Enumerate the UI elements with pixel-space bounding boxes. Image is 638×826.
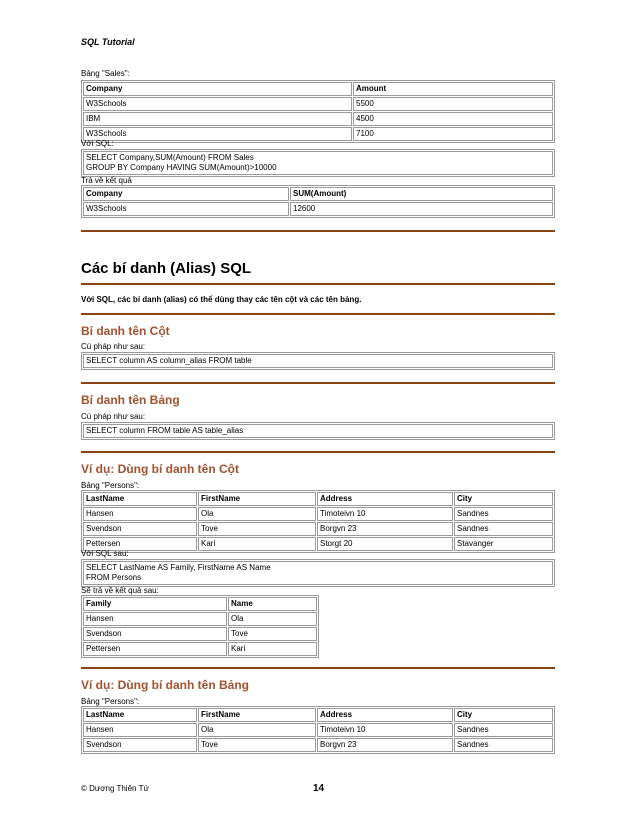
table-cell: Borgvn 23 <box>317 738 453 752</box>
section-divider <box>81 230 555 232</box>
table-row <box>83 627 317 641</box>
table-cell: W3Schools <box>83 97 352 111</box>
table-row <box>83 738 553 752</box>
table-cell: 4500 <box>353 112 553 126</box>
code-box <box>81 422 555 440</box>
column-header: SUM(Amount) <box>290 187 553 201</box>
code-text: SELECT column FROM table AS table_alias <box>83 424 553 438</box>
table-row <box>83 723 553 737</box>
table-cell: Sandnes <box>454 522 553 536</box>
table-row <box>83 507 553 521</box>
column-header: LastName <box>83 492 197 506</box>
table-cell: Ola <box>198 507 316 521</box>
sales-table <box>81 80 555 143</box>
table-cell: W3Schools <box>83 202 289 216</box>
section-divider <box>81 451 555 453</box>
table-header-row <box>83 492 553 506</box>
sales-caption: Bảng "Sales": <box>81 69 130 78</box>
subsection-title: Ví dụ: Dùng bí danh tên Bảng <box>81 678 249 692</box>
table-cell: Svendson <box>83 522 197 536</box>
table-cell: Tove <box>198 738 316 752</box>
column-header: Family <box>83 597 227 611</box>
footer-author: © Dương Thiên Tứ <box>81 784 149 793</box>
table-header-row <box>83 597 317 611</box>
section-divider <box>81 313 555 315</box>
column-header: Company <box>83 82 352 96</box>
sql-label: Với SQL: <box>81 139 114 148</box>
table-cell: Kari <box>228 642 317 656</box>
result-table <box>81 185 555 218</box>
page-header: SQL Tutorial <box>81 37 135 47</box>
table-row <box>83 522 553 536</box>
section-title: Các bí danh (Alias) SQL <box>81 260 252 277</box>
page-number: 14 <box>313 783 325 794</box>
table-cell: Pettersen <box>83 537 197 551</box>
sql-label: Với SQL sau: <box>81 549 129 558</box>
column-header: Amount <box>353 82 553 96</box>
table-cell: Hansen <box>83 507 197 521</box>
column-header: City <box>454 708 553 722</box>
column-header: Company <box>83 187 289 201</box>
result-label: Sẽ trả về kết quả sau: <box>81 586 159 595</box>
table-header-row <box>83 187 553 201</box>
table-cell: Stavanger <box>454 537 553 551</box>
table-cell: Hansen <box>83 612 227 626</box>
column-header: FirstName <box>198 492 316 506</box>
table-cell: Kari <box>198 537 316 551</box>
table-cell: W3Schools <box>83 127 352 141</box>
subsection-title: Bí danh tên Bảng <box>81 393 180 407</box>
table-cell: 5500 <box>353 97 553 111</box>
column-header: LastName <box>83 708 197 722</box>
persons-table <box>81 490 555 553</box>
table-cell: Sandnes <box>454 723 553 737</box>
section-divider <box>81 283 555 285</box>
table-cell: Tove <box>228 627 317 641</box>
column-header: Address <box>317 492 453 506</box>
result-table <box>81 595 319 658</box>
table-cell: Borgvn 23 <box>317 522 453 536</box>
table-cell: Sandnes <box>454 507 553 521</box>
table-cell: Storgt 20 <box>317 537 453 551</box>
result-label: Trả về kết quả <box>81 176 132 185</box>
table-cell: Svendson <box>83 627 227 641</box>
table-row <box>83 202 553 216</box>
persons-table <box>81 706 555 754</box>
subsection-title: Ví dụ: Dùng bí danh tên Cột <box>81 462 239 476</box>
section-divider <box>81 382 555 384</box>
table-cell: 12600 <box>290 202 553 216</box>
column-header: FirstName <box>198 708 316 722</box>
table-cell: Svendson <box>83 738 197 752</box>
table-cell: Pettersen <box>83 642 227 656</box>
code-box <box>81 352 555 370</box>
code-text: SELECT Company,SUM(Amount) FROM Sales GROUP BY Company HAVING SUM(Amount)>10000 <box>83 151 553 175</box>
code-box <box>81 149 555 177</box>
table-caption: Bảng "Persons": <box>81 481 140 490</box>
code-text: SELECT LastName AS Family, FirstName AS Name FROM Persons <box>83 561 553 585</box>
column-header: Address <box>317 708 453 722</box>
table-cell: IBM <box>83 112 352 126</box>
syntax-label: Cú pháp như sau: <box>81 412 146 421</box>
table-header-row <box>83 82 553 96</box>
table-row <box>83 97 553 111</box>
code-box <box>81 559 555 587</box>
table-cell: Timoteivn 10 <box>317 723 453 737</box>
table-caption: Bảng "Persons": <box>81 697 140 706</box>
table-row <box>83 537 553 551</box>
section-intro: Với SQL, các bí danh (alias) có thể dùng thay các tên cột và các tên bảng. <box>81 295 362 304</box>
table-cell: Ola <box>198 723 316 737</box>
column-header: Name <box>228 597 317 611</box>
table-cell: Sandnes <box>454 738 553 752</box>
syntax-label: Cú pháp như sau: <box>81 342 146 351</box>
table-cell: 7100 <box>353 127 553 141</box>
table-cell: Tove <box>198 522 316 536</box>
table-row <box>83 127 553 141</box>
table-cell: Hansen <box>83 723 197 737</box>
table-cell: Timoteivn 10 <box>317 507 453 521</box>
table-row <box>83 642 317 656</box>
table-row <box>83 612 317 626</box>
subsection-title: Bí danh tên Cột <box>81 324 170 338</box>
section-divider <box>81 667 555 669</box>
code-text: SELECT column AS column_alias FROM table <box>83 354 553 368</box>
table-cell: Ola <box>228 612 317 626</box>
table-row <box>83 112 553 126</box>
table-header-row <box>83 708 553 722</box>
column-header: City <box>454 492 553 506</box>
